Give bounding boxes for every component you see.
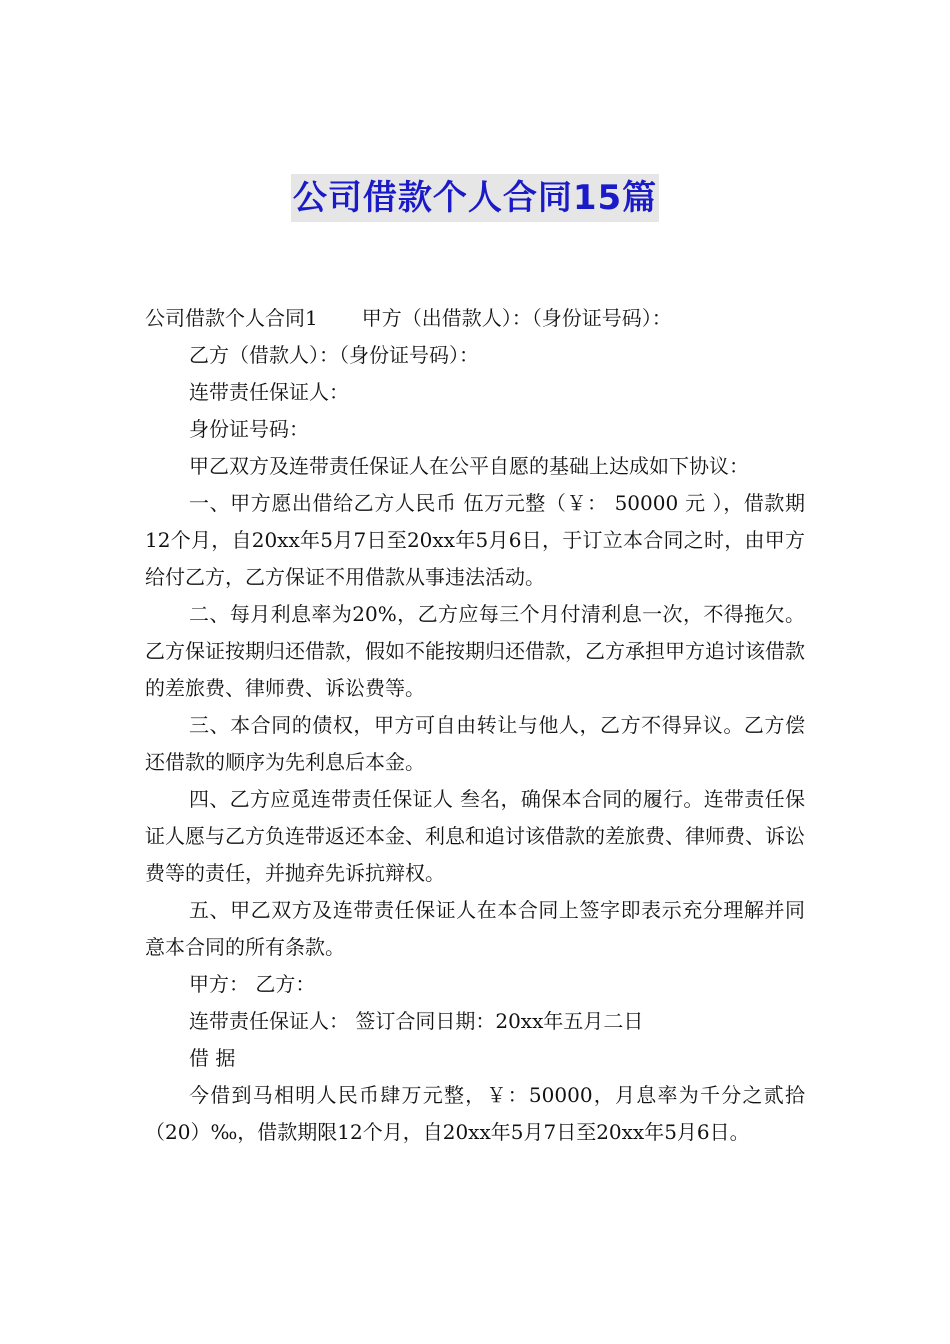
signature-parties: 甲方： 乙方： <box>189 972 316 996</box>
document-body <box>145 300 805 1151</box>
clause-5: 五、甲乙双方及连带责任保证人在本合同上签字即表示充分理解并同意本合同的所有条款。 <box>145 898 805 959</box>
id-number-line: 身份证号码： <box>189 417 309 441</box>
intro-paragraph: 甲乙双方及连带责任保证人在公平自愿的基础上达成如下协议： <box>189 454 749 478</box>
contract-heading: 公司借款个人合同1 <box>145 306 318 330</box>
receipt-title: 借 据 <box>189 1046 236 1070</box>
receipt-text: 今借到马相明人民币肆万元整，￥：50000，月息率为千分之贰拾（20）‰，借款期限12个月，自20xx年5月7日至20xx年5月6日。 <box>145 1083 805 1144</box>
party-b-line: 乙方（借款人）：（身份证号码）： <box>189 343 479 367</box>
document-title: 公司借款个人合同15篇 <box>291 174 659 222</box>
title-wrapper <box>0 174 950 222</box>
signature-guarantor-date: 连带责任保证人： 签订合同日期：20xx年五月二日 <box>189 1009 644 1033</box>
party-a-line: 甲方（出借款人）：（身份证号码）： <box>361 306 672 330</box>
clause-3: 三、本合同的债权，甲方可自由转让与他人，乙方不得异议。乙方偿还借款的顺序为先利息后本金。 <box>145 713 805 774</box>
contract-heading-line <box>145 300 805 337</box>
clause-4: 四、乙方应觅连带责任保证人 叁名，确保本合同的履行。连带责任保证人愿与乙方负连带返还本金、利息和追讨该借款的差旅费、律师费、诉讼费等的责任，并抛弃先诉抗辩权。 <box>145 787 805 885</box>
clause-2: 二、每月利息率为20%，乙方应每三个月付清利息一次，不得拖欠。乙方保证按期归还借款，假如不能按期归还借款，乙方承担甲方追讨该借款的差旅费、律师费、诉讼费等。 <box>145 602 805 700</box>
guarantor-line: 连带责任保证人： <box>189 380 349 404</box>
clause-1: 一、甲方愿出借给乙方人民币 伍万元整（￥： 50000 元 ），借款期12个月，自20xx年5月7日至20xx年5月6日，于订立本合同之时，由甲方给付乙方，乙方保证不用借款从事违法活动。 <box>145 491 805 589</box>
